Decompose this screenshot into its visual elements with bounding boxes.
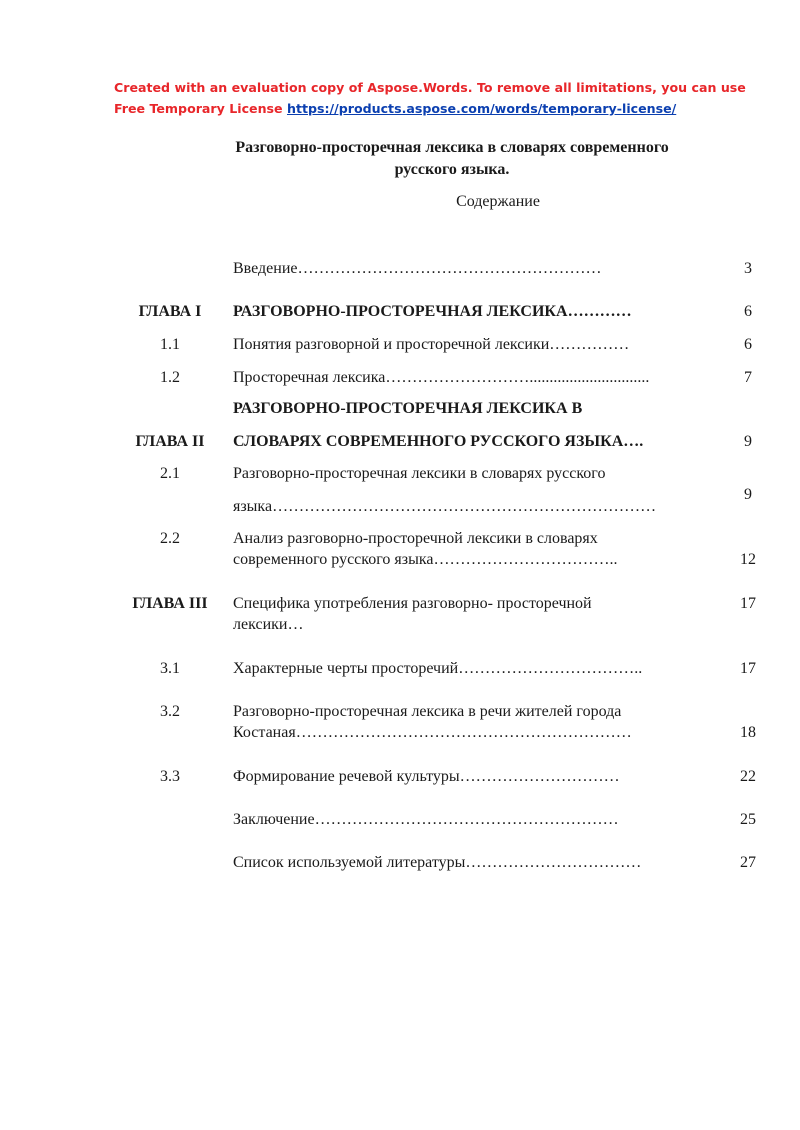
toc-title-line1: РАЗГОВОРНО-ПРОСТОРЕЧНАЯ ЛЕКСИКА В [233,400,583,417]
toc-title: Характерные черты просторечий…………………………….. [233,660,643,677]
document-title-line2: русского языка. [394,161,510,178]
toc-page: 12 [740,551,756,568]
toc-number: 1.1 [160,336,180,353]
toc-page: 6 [744,336,752,353]
toc-title-line2: Костаная……………………………………………………… [233,724,632,741]
document-title-line1: Разговорно-просторечная лексика в словарях современного [235,139,669,156]
toc-page: 17 [740,660,756,677]
toc-number: 1.2 [160,369,180,386]
toc-title [233,528,723,570]
toc-title-line1: Разговорно-просторечная лексика в речи жителей города [233,703,622,720]
toc-title: Введение………………………………………………… [233,260,602,277]
toc-title [233,398,723,452]
toc-title: Список используемой литературы…………………………… [233,854,642,871]
evaluation-notice-prefix: Free Temporary License [114,101,287,116]
toc-page: 18 [740,724,756,741]
evaluation-notice [114,77,754,119]
toc-page: 22 [740,768,756,785]
evaluation-notice-line2 [114,98,754,119]
toc-title: РАЗГОВОРНО-ПРОСТОРЕЧНАЯ ЛЕКСИКА………… [233,303,632,320]
toc-number: 3.1 [160,660,180,677]
toc-number: ГЛАВА III [132,595,208,612]
document-title [150,137,754,181]
toc-title [233,701,723,743]
toc-title-line1: Анализ разговорно-просторечной лексики в словарях [233,530,598,547]
toc-page: 3 [744,260,752,277]
toc-page: 6 [744,303,752,320]
toc-title [233,593,723,635]
toc-title: Просторечная лексика……………………….............................. [233,369,650,386]
toc-number: ГЛАВА I [138,303,202,320]
toc-page: 25 [740,811,756,828]
toc-title-line1: Разговорно-просторечная лексики в словарях русского [233,465,606,482]
evaluation-notice-line1: Created with an evaluation copy of Aspose.Words. To remove all limitations, you can use [114,80,746,95]
toc-title: Заключение………………………………………………… [233,811,619,828]
toc-page: 7 [744,369,752,386]
toc-page: 9 [744,486,752,503]
toc-title-line2: современного русского языка…………………………….. [233,551,618,568]
toc-title-line1: Специфика употребления разговорно- просторечной [233,595,592,612]
toc-number: ГЛАВА II [135,433,205,450]
toc-page: 27 [740,854,756,871]
license-link[interactable]: https://products.aspose.com/words/temporary-license/ [286,101,677,116]
toc-title: Понятия разговорной и просторечной лексики…………… [233,336,630,353]
toc-title-line2: лексики… [233,616,304,633]
toc-title: Формирование речевой культуры………………………… [233,768,620,785]
toc-number: 2.1 [160,465,180,482]
toc-number: 3.2 [160,703,180,720]
toc-page: 17 [740,595,756,612]
toc-title [233,463,723,517]
toc-number: 2.2 [160,530,180,547]
toc-page: 9 [744,433,752,450]
contents-heading: Содержание [456,193,540,210]
toc-title-line2: СЛОВАРЯХ СОВРЕМЕННОГО РУССКОГО ЯЗЫКА…. [233,433,644,450]
toc-number: 3.3 [160,768,180,785]
toc-title-line2: языка……………………………………………………………… [233,498,657,515]
